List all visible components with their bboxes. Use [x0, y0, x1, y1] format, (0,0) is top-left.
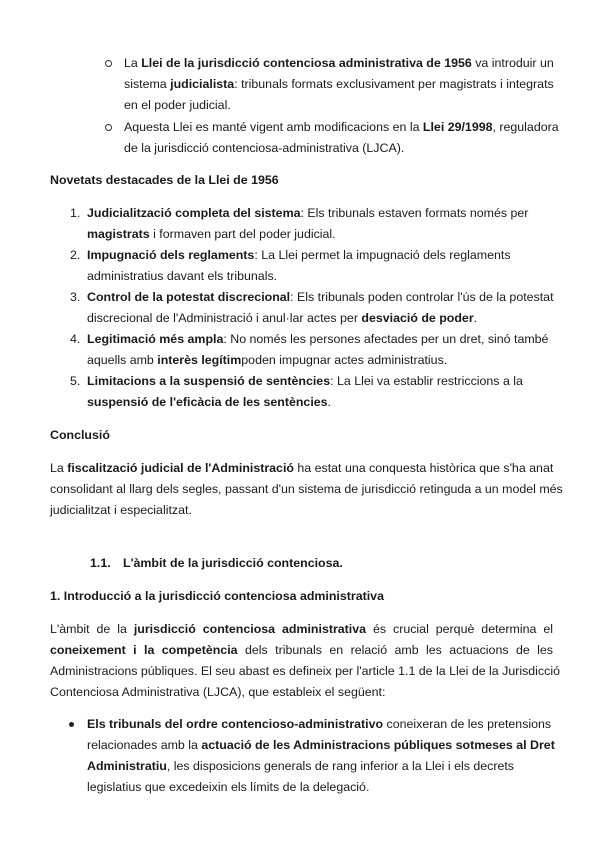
- novetat-5-line-1: Limitacions a la suspensió de sentències: La Llei va establir restriccions a la: [87, 374, 523, 388]
- novetat-1-line-1: Judicialització completa del sistema: Els tribunals estaven formats només per: [87, 206, 529, 220]
- list-number: 4.: [70, 332, 81, 346]
- bold-text: suspensió de l'eficàcia de les sentències: [87, 395, 328, 409]
- novetat-5-line-2: suspensió de l'eficàcia de les sentències.: [87, 395, 331, 409]
- bold-text: interès legítim: [157, 353, 242, 367]
- conclusio-heading: Conclusió: [50, 428, 110, 442]
- bold-text: Els tribunals del ordre contencioso-administrativo: [87, 717, 384, 731]
- section-title: L'àmbit de la jurisdicció contenciosa.: [123, 556, 343, 570]
- novetat-1-line-2: magistrats i formaven part del poder judicial.: [87, 227, 336, 241]
- bold-text: Judicialització completa del sistema: [87, 206, 301, 220]
- bold-text: judicialista: [170, 77, 235, 91]
- list-number: 1.: [70, 206, 81, 220]
- bullet-line-2: relacionades amb la actuació de les Administracions públiques sotmeses al Dret: [87, 738, 555, 752]
- conclusio-line-2: consolidant al llarg dels segles, passant d'un sistema de jurisdicció retinguda a un model més: [50, 482, 563, 496]
- bold-text: magistrats: [87, 227, 150, 241]
- bullet-line-4: legislatius que excedeixin els límits de la delegació.: [87, 780, 370, 794]
- bold-text: Impugnació dels reglaments: [87, 248, 255, 262]
- novetats-heading: Novetats destacades de la Llei de 1956: [50, 173, 279, 187]
- bold-text: Llei 29/1998: [422, 120, 493, 134]
- circle-bullet-icon: [105, 124, 112, 131]
- intro-heading: 1. Introducció a la jurisdicció contenciosa administrativa: [50, 589, 384, 603]
- conclusio-line-3: judicialitzat i especialitzat.: [50, 503, 192, 517]
- intro-line-2: coneixement i la competència dels tribunals en relació amb les actuacions de les: [50, 643, 553, 657]
- circle-bullet-icon: [105, 60, 112, 67]
- top-item-1-line-2: sistema judicialista: tribunals formats exclusivament per magistrats i integrats: [124, 77, 554, 91]
- bold-text: desviació de poder: [361, 311, 474, 325]
- bold-text: Legitimació més ampla: [87, 332, 224, 346]
- novetat-4-line-2: aquells amb interès legítimpoden impugnar actes administratius.: [87, 353, 448, 367]
- conclusio-line-1: La fiscalització judicial de l'Administració ha estat una conquesta històrica que s'ha anat: [50, 461, 554, 475]
- bold-text: Administratiu: [87, 759, 167, 773]
- bullet-line-1: Els tribunals del ordre contencioso-administrativo coneixeran de les pretensions: [87, 717, 552, 731]
- top-item-2-line-2: de la jurisdicció contenciosa-administrativa (LJCA).: [124, 141, 405, 155]
- list-number: 2.: [70, 248, 81, 262]
- bold-text: jurisdicció contenciosa administrativa: [133, 622, 367, 636]
- intro-line-3: Administracions públiques. El seu abast es defineix per l'article 1.1 de la Llei de la Jurisdicció: [50, 664, 560, 678]
- bold-text: Limitacions a la suspensió de sentències: [87, 374, 331, 388]
- bold-text: Control de la potestat discrecional: [87, 290, 291, 304]
- novetat-4-line-1: Legitimació més ampla: No només les persones afectades per un dret, sinó també: [87, 332, 549, 346]
- bold-text: actuació de les Administracions públiques sotmeses al Dret: [201, 738, 555, 752]
- bullet-dot-icon: [69, 722, 74, 727]
- intro-line-1: L'àmbit de la jurisdicció contenciosa administrativa és crucial perquè determina el: [50, 622, 553, 636]
- novetat-3-line-2: discrecional de l'Administració i anul·lar actes per desviació de poder.: [87, 311, 478, 325]
- intro-line-4: Contenciosa Administrativa (LJCA), que estableix el següent:: [50, 685, 386, 699]
- list-number: 5.: [70, 374, 81, 388]
- novetat-2-line-1: Impugnació dels reglaments: La Llei permet la impugnació dels reglaments: [87, 248, 511, 262]
- bold-text: Llei de la jurisdicció contenciosa administrativa de 1956: [141, 56, 472, 70]
- bold-text: fiscalització judicial de l'Administració: [67, 461, 294, 475]
- top-item-1-line-1: La Llei de la jurisdicció contenciosa administrativa de 1956 va introduir un: [124, 56, 554, 70]
- top-item-1-line-3: en el poder judicial.: [124, 98, 231, 112]
- novetat-2-line-2: administratius davant els tribunals.: [87, 269, 278, 283]
- bullet-line-3: Administratiu, les disposicions generals de rang inferior a la Llei i els decrets: [87, 759, 514, 773]
- list-number: 3.: [70, 290, 81, 304]
- novetat-3-line-1: Control de la potestat discrecional: Els tribunals poden controlar l'ús de la potestat: [87, 290, 554, 304]
- bold-text: coneixement i la competència: [50, 643, 238, 657]
- top-item-2-line-1: Aquesta Llei es manté vigent amb modificacions en la Llei 29/1998, reguladora: [124, 120, 559, 134]
- section-number: 1.1.: [90, 556, 111, 570]
